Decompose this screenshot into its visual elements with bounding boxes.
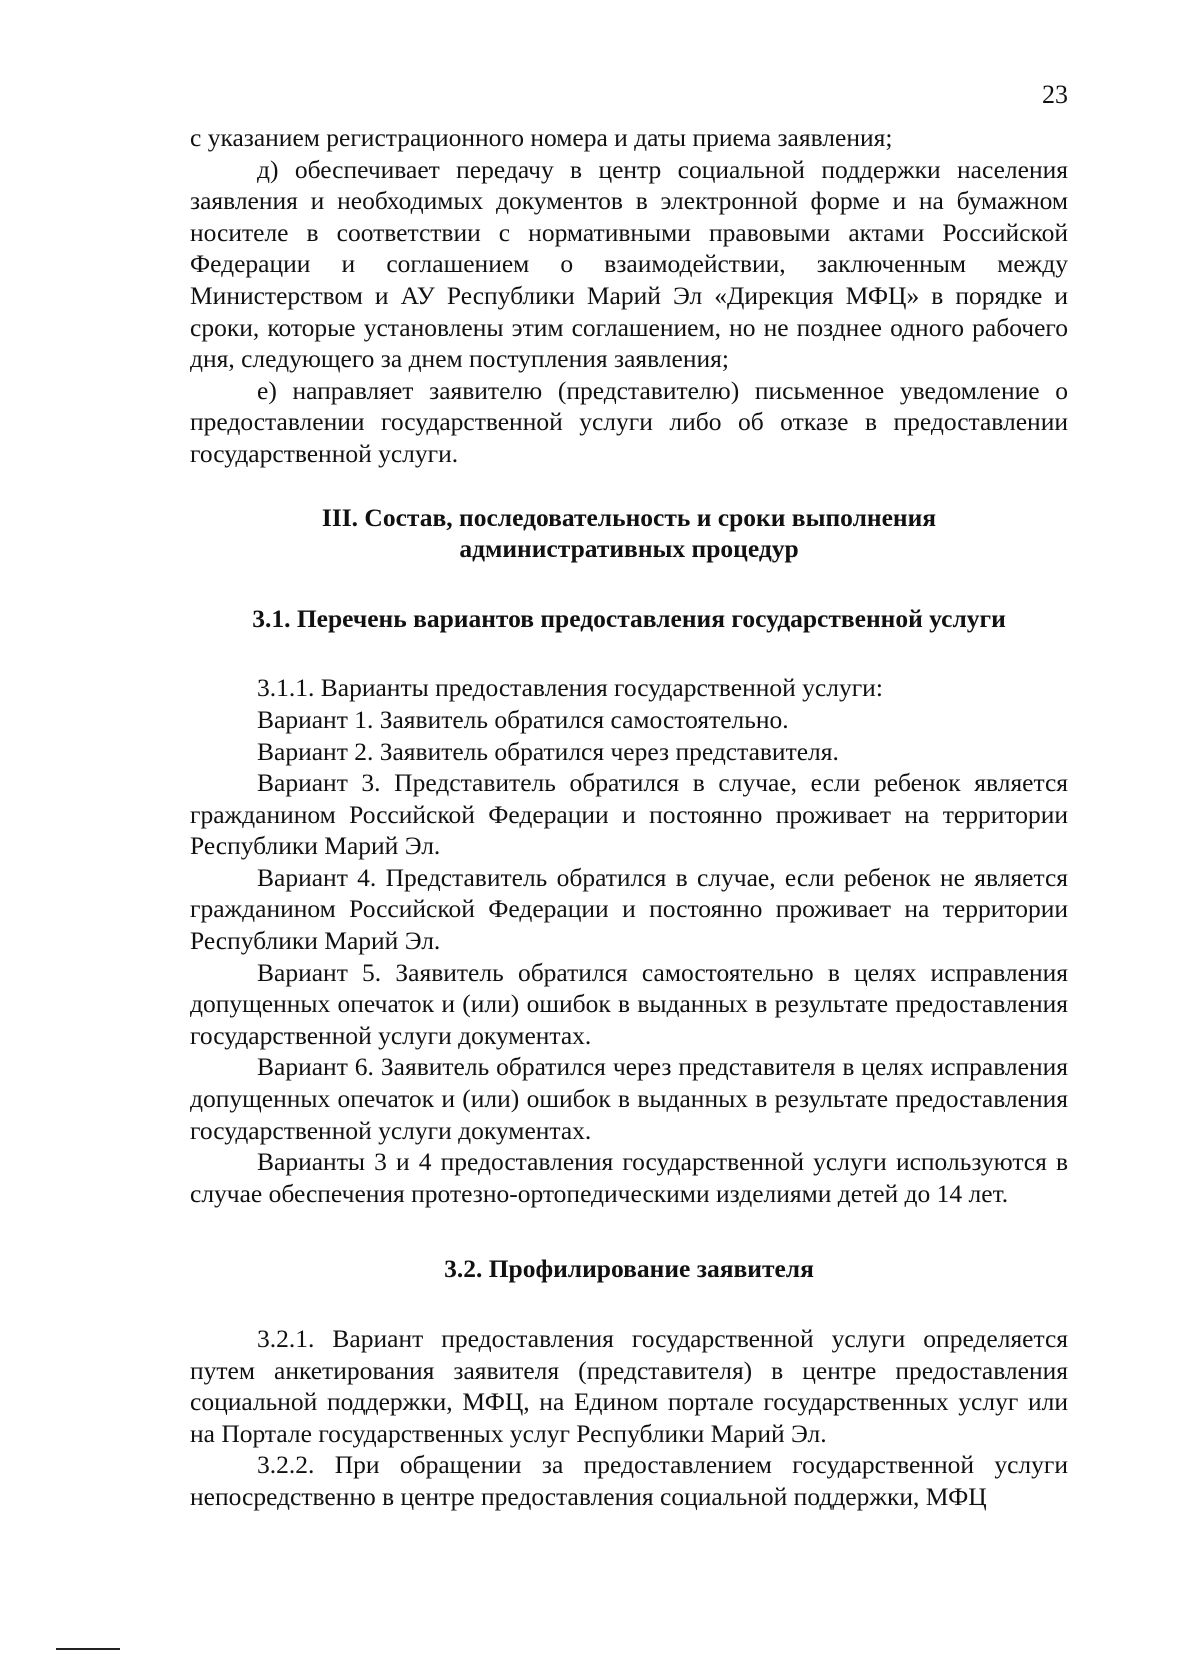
paragraph: 3.2.2. При обращении за предоставлением государственной услуги непосредственно в центре предоставления социальной поддержки, МФЦ — [190, 1450, 1068, 1511]
paragraph: е) направляет заявителю (представителю) письменное уведомление о предоставлении государственной услуги либо об отказе в предоставлении государственной услуги. — [190, 375, 1068, 468]
paragraph: Вариант 1. Заявитель обратился самостоятельно. — [257, 704, 789, 734]
paragraph: Вариант 5. Заявитель обратился самостоятельно в целях исправления допущенных опечаток и (или) ошибок в выданных в результате предоставления государственной услуги документах. — [190, 957, 1068, 1050]
paragraph: Вариант 3. Представитель обратился в случае, если ребенок является гражданином Российской Федерации и постоянно проживает на территории Республики Марий Эл. — [190, 768, 1068, 861]
subsection-title: 3.2. Профилирование заявителя — [444, 1254, 814, 1284]
document-body — [190, 122, 1068, 1513]
paragraph: 3.2.1. Вариант предоставления государственной услуги определяется путем анкетирования заявителя (представителя) в центре предоставления социальной поддержки, МФЦ, на Едином портале государственных услуг или на Портале государственных услуг Республики Марий Эл. — [190, 1324, 1068, 1448]
subsection-title: 3.1. Перечень вариантов предоставления государственной услуги — [252, 603, 1006, 633]
paragraph: с указанием регистрационного номера и даты приема заявления; — [190, 123, 893, 152]
paragraph: Варианты 3 и 4 предоставления государственной услуги используются в случае обеспечения протезно-ортопедическими изделиями детей до 14 лет. — [190, 1147, 1068, 1208]
paragraph: Вариант 2. Заявитель обратился через представителя. — [257, 736, 839, 766]
scan-mark — [56, 1648, 120, 1650]
section-title-line: III. Состав, последовательность и сроки выполнения — [321, 502, 937, 532]
paragraph: Вариант 4. Представитель обратился в случае, если ребенок не является гражданином Российской Федерации и постоянно проживает на территории Республики Марий Эл. — [190, 862, 1068, 956]
section-title — [190, 502, 1068, 565]
page-number: 23 — [1042, 80, 1068, 109]
section-title-line: административных процедур — [459, 534, 799, 564]
paragraph: д) обеспечивает передачу в центр социальной поддержки населения заявления и необходимых документов в электронной форме и на бумажном носителе в соответствии с нормативными правовыми актами Российской Федерации и соглашением о взаимодействии, заключенным между Министерством и АУ Республики Марий Эл «Дирекция МФЦ» в порядке и сроки, которые установлены этим соглашением, но не позднее одного рабочего дня, следующего за днем поступления заявления; — [190, 154, 1068, 374]
paragraph: Вариант 6. Заявитель обратился через представителя в целях исправления допущенных опечаток и (или) ошибок в выданных в результате предоставления государственной услуги документах. — [190, 1052, 1068, 1145]
paragraph: 3.1.1. Варианты предоставления государственной услуги: — [257, 673, 883, 703]
